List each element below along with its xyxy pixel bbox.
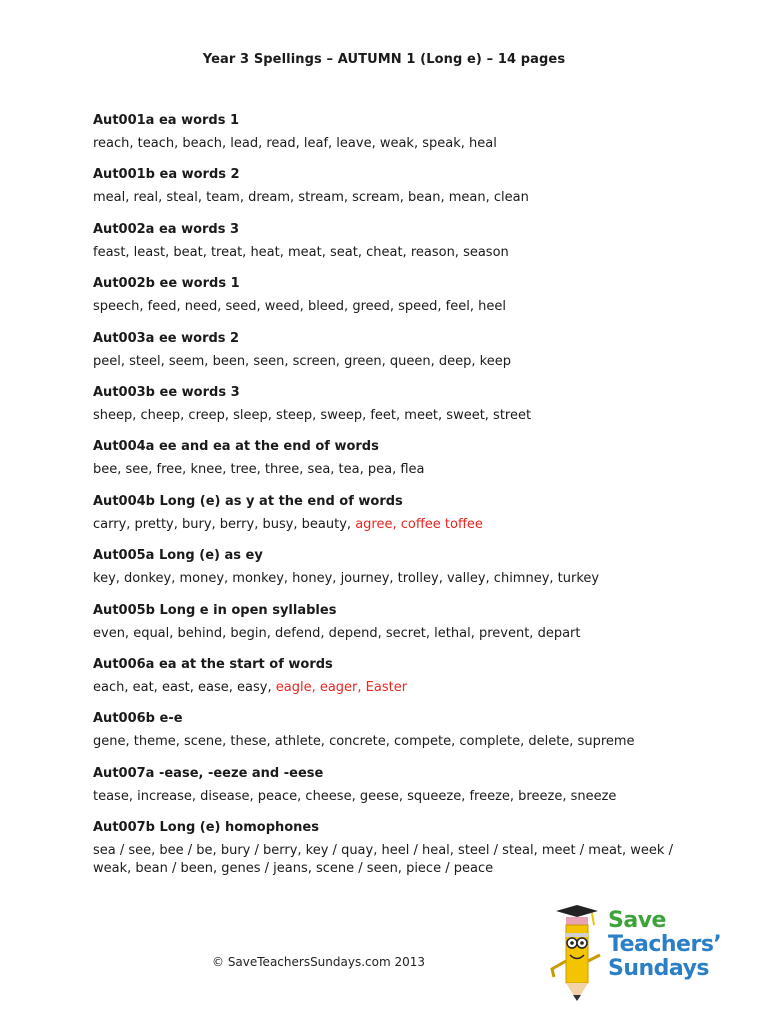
section-heading: Aut004a ee and ea at the end of words — [93, 439, 379, 455]
spelling-section — [93, 765, 713, 819]
save-teachers-sundays-logo — [546, 905, 746, 1005]
spelling-list — [93, 112, 713, 878]
section-words — [93, 679, 713, 697]
spelling-section — [93, 384, 713, 438]
section-words: gene, theme, scene, these, athlete, concrete, compete, complete, delete, supreme — [93, 734, 635, 750]
spelling-section — [93, 438, 713, 492]
section-words: feast, least, beat, treat, heat, meat, seat, cheat, reason, season — [93, 244, 509, 260]
section-heading: Aut005b Long e in open syllables — [93, 602, 337, 618]
spelling-section — [93, 493, 713, 547]
section-heading: Aut003b ee words 3 — [93, 384, 240, 400]
section-words: even, equal, behind, begin, defend, depend, secret, lethal, prevent, depart — [93, 625, 581, 641]
spelling-section — [93, 275, 713, 329]
section-heading: Aut004b Long (e) as y at the end of words — [93, 493, 403, 509]
section-words: speech, feed, need, seed, weed, bleed, greed, speed, feel, heel — [93, 299, 506, 315]
section-heading: Aut001a ea words 1 — [93, 113, 240, 128]
spelling-section — [93, 710, 713, 764]
logo-text-save: Save — [608, 908, 666, 933]
section-words: bee, see, free, knee, tree, three, sea, tea, pea, flea — [93, 462, 425, 478]
section-words — [93, 516, 713, 534]
spelling-section — [93, 547, 713, 601]
spelling-section — [93, 166, 713, 220]
words-normal: carry, pretty, bury, berry, busy, beauty, — [93, 516, 356, 532]
section-heading: Aut003a ee words 2 — [93, 330, 240, 346]
section-heading: Aut007b Long (e) homophones — [93, 820, 319, 836]
section-words: peel, steel, seem, been, seen, screen, green, queen, deep, keep — [93, 353, 511, 369]
spelling-section — [93, 221, 713, 275]
section-heading: Aut006b e-e — [93, 711, 183, 727]
section-words: sea / see, bee / be, bury / berry, key / quay, heel / heal, steel / steal, meet / meat, week / weak, bean / been, genes / jeans, scene / seen, piece / peace — [93, 843, 673, 877]
section-heading: Aut001b ea words 2 — [93, 167, 240, 183]
page-title: Year 3 Spellings – AUTUMN 1 (Long e) – 14 pages — [202, 52, 566, 67]
spelling-section — [93, 602, 713, 656]
words-highlighted: eagle, eager, Easter — [275, 679, 408, 695]
section-heading: Aut006a ea at the start of words — [93, 656, 333, 672]
section-heading: Aut007a -ease, -eeze and -eese — [93, 765, 324, 781]
section-heading: Aut002b ee words 1 — [93, 276, 240, 292]
logo-text-teachers: Teachers’ — [608, 932, 722, 957]
copyright-footer: © SaveTeachersSundays.com 2013 — [212, 955, 426, 969]
section-words: reach, teach, beach, lead, read, leaf, leave, weak, speak, heal — [93, 136, 497, 151]
spelling-section — [93, 112, 713, 166]
logo-text-sundays: Sundays — [608, 956, 710, 981]
section-words: tease, increase, disease, peace, cheese, geese, squeeze, freeze, breeze, sneeze — [93, 788, 617, 804]
section-heading: Aut002a ea words 3 — [93, 221, 240, 237]
words-highlighted: agree, coffee toffee — [355, 516, 483, 532]
section-words: sheep, cheep, creep, sleep, steep, sweep, feet, meet, sweet, street — [93, 407, 532, 423]
section-words: meal, real, steal, team, dream, stream, scream, bean, mean, clean — [93, 190, 529, 206]
section-words: key, donkey, money, monkey, honey, journey, trolley, valley, chimney, turkey — [93, 571, 600, 587]
spelling-section — [93, 330, 713, 384]
pencil-mascot-icon — [546, 905, 608, 1005]
spelling-section — [93, 819, 713, 878]
spelling-section — [93, 656, 713, 710]
section-heading: Aut005a Long (e) as ey — [93, 548, 263, 564]
words-normal: each, eat, east, ease, easy, — [93, 679, 276, 695]
